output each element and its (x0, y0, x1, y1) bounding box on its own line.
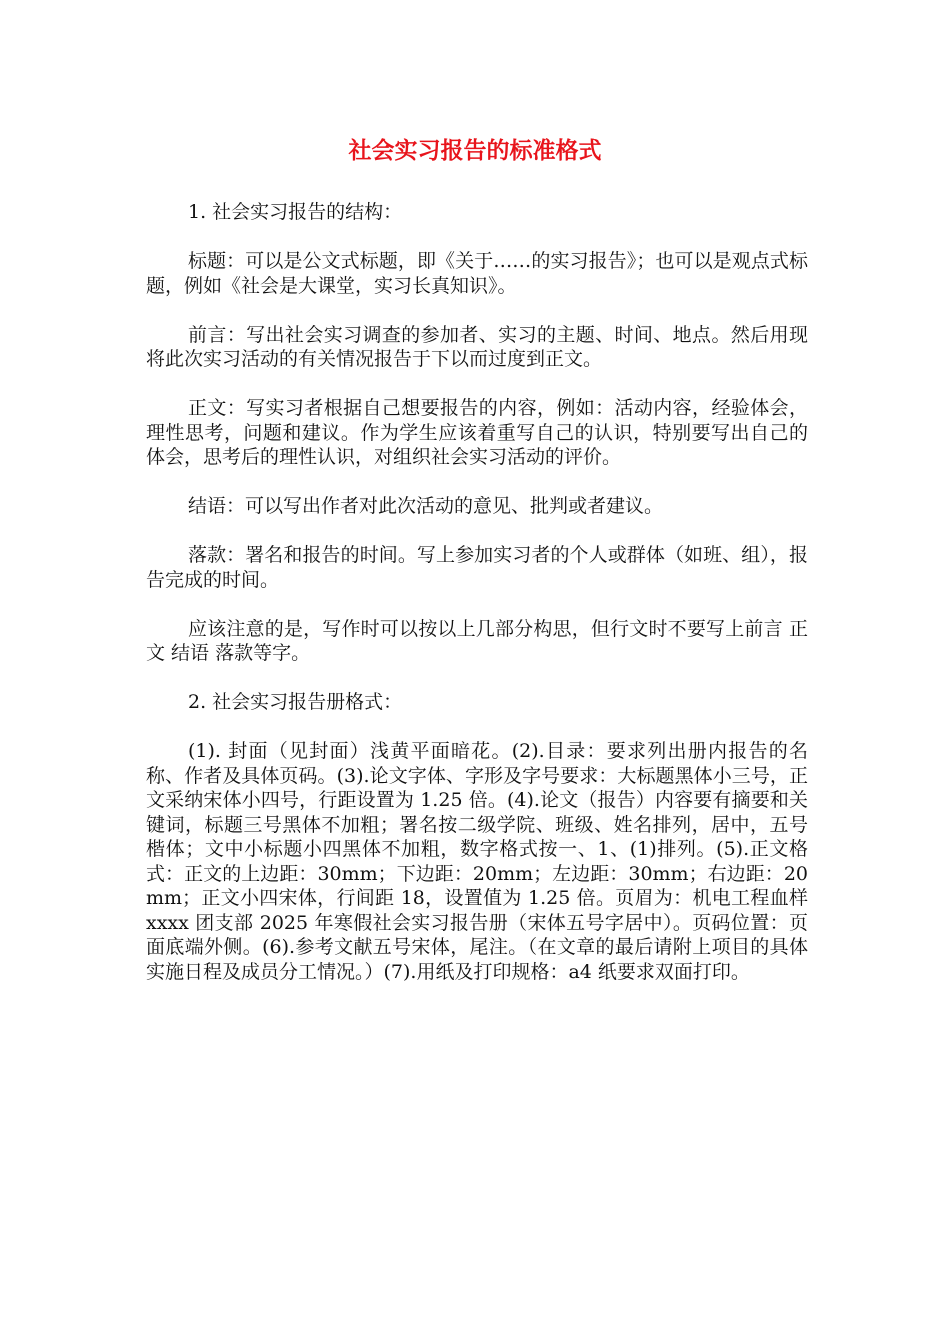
document-title: 社会实习报告的标准格式 (348, 138, 602, 164)
section-heading-format: 2. 社会实习报告册格式： (188, 691, 403, 713)
paragraph-title: 标题：可以是公文式标题，即《关于……的实习报告》；也可以是观点式标题，例如《社会是大课堂，实习长真知识》。 (146, 250, 808, 297)
paragraph-preface: 前言：写出社会实习调查的参加者、实习的主题、时间、地点。然后用现将此次实习活动的有关情况报告于下以而过度到正文。 (146, 323, 808, 370)
paragraph-conclusion: 结语：可以写出作者对此次活动的意见、批判或者建议。 (188, 495, 664, 517)
document-body (146, 200, 808, 1009)
paragraph-main-text: 正文：写实习者根据自己想要报告的内容，例如：活动内容，经验体会，理性思考，问题和建议。作为学生应该着重写自己的认识，特别要写出自己的体会，思考后的理性认识，对组织社会实习活动的评价。 (146, 397, 808, 468)
paragraph-signature: 落款：署名和报告的时间。写上参加实习者的个人或群体（如班、组），报告完成的时间。 (146, 544, 808, 591)
section-heading-structure: 1. 社会实习报告的结构： (188, 201, 403, 223)
paragraph-format-details: (1). 封面（见封面）浅黄平面暗花。(2).目录：要求列出册内报告的名称、作者及具体页码。(3).论文字体、字形及字号要求：大标题黑体小三号，正文采纳宋体小四号，行距设置为 1.25 倍。(4).论文（报告）内容要有摘要和关键词，标题三号黑体不加粗；署名按二级学院、班级、姓名排列，居中，五号楷体；文中小标题小四黑体不加粗，数字格式按一、1、(1)排列。(5).正文格式：正文的上边距：30mm；下边距：20mm；左边距：30mm；右边距：20mm；正文小四宋体，行间距 18，设置值为 1.25 倍。页眉为：机电工程血样 xxxx 团支部 2025 年寒假社会实习报告册（宋体五号字居中）。页码位置：页面底端外侧。(6).参考文献五号宋体，尾注。（在文章的最后请附上项目的具体实施日程及成员分工情况。）(7).用纸及打印规格：a4 纸要求双面打印。 (146, 740, 808, 983)
paragraph-note: 应该注意的是，写作时可以按以上几部分构思，但行文时不要写上前言 正文 结语 落款等字。 (146, 617, 808, 664)
